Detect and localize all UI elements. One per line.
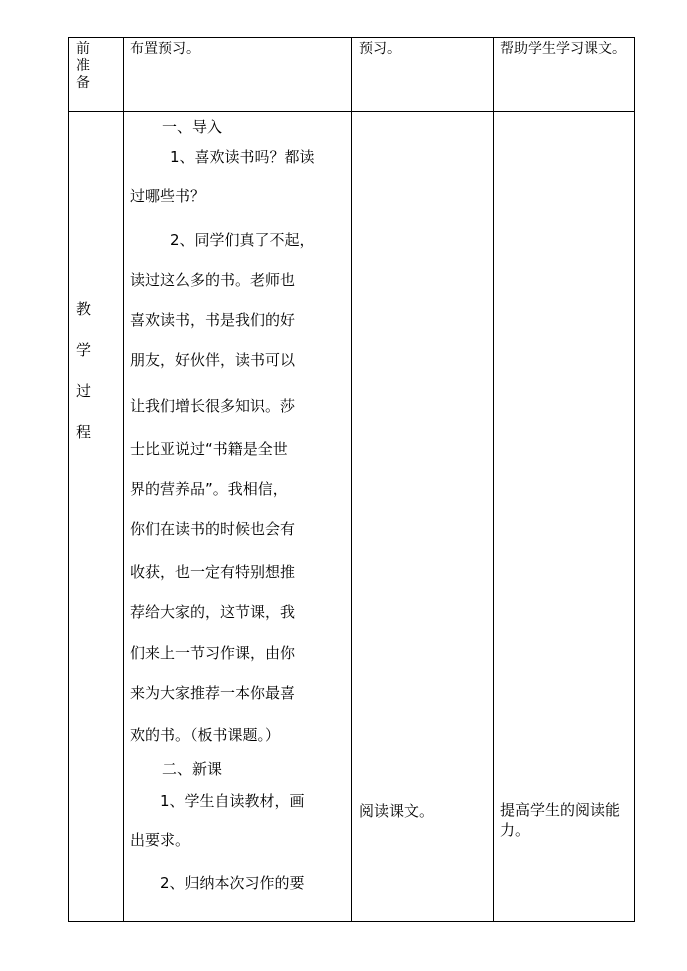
row2-student-activity: 阅读课文。 bbox=[359, 802, 435, 820]
text-line: 出要求。 bbox=[130, 831, 191, 849]
text-line: 们来上一节习作课，由你 bbox=[130, 644, 296, 662]
text-line: 读过这么多的书。老师也 bbox=[130, 271, 296, 289]
section-heading: 二、新课 bbox=[162, 760, 223, 778]
row1-stage-char: 准 bbox=[76, 58, 90, 74]
row2-stage-char: 教 bbox=[76, 300, 92, 318]
row2-stage-char: 学 bbox=[76, 341, 92, 359]
text-line: 让我们增长很多知识。莎 bbox=[130, 397, 296, 415]
text-line: 过哪些书？ bbox=[130, 187, 206, 205]
row2-stage-char: 过 bbox=[76, 382, 92, 400]
text-line: 朋友，好伙伴，读书可以 bbox=[130, 351, 296, 369]
text-line: 你们在读书的时候也会有 bbox=[130, 520, 296, 538]
row1-stage-char: 前 bbox=[76, 41, 90, 57]
text-line: 界的营养品”。我相信， bbox=[130, 480, 288, 498]
table-border-left bbox=[68, 37, 69, 922]
row2-design-intent: 提高学生的阅读能力。 bbox=[500, 801, 621, 839]
text-line: 喜欢读书，书是我们的好 bbox=[130, 311, 296, 329]
row1-stage-label bbox=[76, 41, 116, 92]
table-col-divider-3 bbox=[493, 37, 494, 922]
text-line: 2、归纳本次习作的要 bbox=[160, 874, 305, 892]
table-border-right bbox=[634, 37, 635, 922]
text-line: 欢的书。（板书课题。） bbox=[130, 726, 281, 744]
table-col-divider-2 bbox=[351, 37, 352, 922]
table-col-divider-1 bbox=[123, 37, 124, 922]
text-line: 荐给大家的，这节课，我 bbox=[130, 603, 296, 621]
row1-stage-char: 备 bbox=[76, 75, 90, 91]
row1-design-intent: 帮助学生学习课文。 bbox=[500, 41, 626, 57]
row2-stage-char: 程 bbox=[76, 423, 92, 441]
text-line: 1、喜欢读书吗？都读 bbox=[170, 148, 315, 166]
text-line: 士比亚说过“书籍是全世 bbox=[130, 440, 288, 458]
row1-student-activity: 预习。 bbox=[359, 41, 401, 57]
text-line: 来为大家推荐一本你最喜 bbox=[130, 684, 296, 702]
row2-stage-label bbox=[76, 297, 96, 461]
text-line: 2、同学们真了不起， bbox=[170, 231, 315, 249]
text-line: 收获，也一定有特别想推 bbox=[130, 563, 296, 581]
text-line: 1、学生自读教材，画 bbox=[160, 792, 305, 810]
section-heading: 一、导入 bbox=[162, 118, 223, 136]
row1-teacher-activity: 布置预习。 bbox=[130, 41, 200, 57]
